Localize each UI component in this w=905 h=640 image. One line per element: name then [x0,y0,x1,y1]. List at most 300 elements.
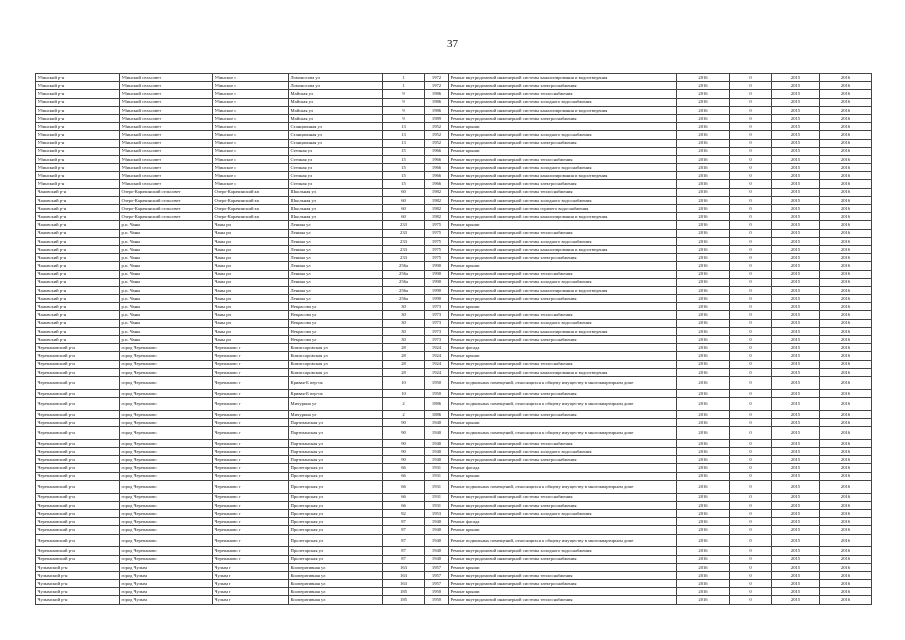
start-year-cell: 2015 [772,114,820,122]
table-row [36,596,872,604]
start-year-cell: 2015 [772,155,820,163]
table-row [36,456,872,464]
table-row [36,571,872,579]
end-year-cell: 2016 [820,410,872,418]
street-cell: Станционная ул [289,131,383,139]
start-year-cell: 2015 [772,336,820,344]
municipality-cell: город Черепаново [120,480,213,493]
house-number-cell: 87 [383,518,425,526]
end-year-cell: 2016 [820,448,872,456]
settlement-cell: Чаны рп [213,286,289,294]
district-cell: Черепановский р-н [36,510,120,518]
settlement-cell: Черепаново г [213,368,289,376]
street-cell: Партизанская ул [289,427,383,440]
district-cell: Убинский р-н [36,106,120,114]
build-year-cell: 1982 [425,205,449,213]
settlement-cell: Черепаново г [213,526,289,534]
street-cell: Кооперативная ул [289,588,383,596]
plan-year-cell: 2016 [677,188,730,196]
house-number-cell: 90 [383,418,425,426]
street-cell: Партизанская ул [289,439,383,447]
settlement-cell: Черепаново г [213,427,289,440]
build-year-cell: 1975 [425,221,449,229]
build-year-cell: 1990 [425,262,449,270]
end-year-cell: 2016 [820,555,872,563]
house-number-cell: 233 [383,229,425,237]
district-cell: Чановский р-н [36,188,120,196]
start-year-cell: 2015 [772,74,820,82]
build-year-cell: 1952 [425,139,449,147]
start-year-cell: 2015 [772,286,820,294]
district-cell: Убинский р-н [36,164,120,172]
street-cell: Кооперативная ул [289,580,383,588]
table-row [36,327,872,335]
value-cell: 0 [730,472,772,480]
value-cell: 0 [730,155,772,163]
build-year-cell: 1975 [425,237,449,245]
start-year-cell: 2015 [772,139,820,147]
municipality-cell: город Черепаново [120,360,213,368]
plan-year-cell: 2016 [677,106,730,114]
build-year-cell: 1966 [425,180,449,188]
value-cell: 0 [730,172,772,180]
work-type-cell: Ремонт внутридомовой инженерной системы холодного водоснабжения [449,196,677,204]
end-year-cell: 2016 [820,123,872,131]
work-type-cell: Ремонт внутридомовой инженерной системы канализирования и водоотведения [449,245,677,253]
district-cell: Черепановский р-н [36,397,120,410]
work-type-cell: Ремонт внутридомовой инженерной системы теплоснабжения [449,270,677,278]
house-number-cell: 60 [383,196,425,204]
value-cell: 0 [730,510,772,518]
street-cell: Пролетарская ул [289,493,383,501]
settlement-cell: Озеро-Карачинский кп [213,196,289,204]
build-year-cell: 1986 [425,98,449,106]
street-cell: Майская ул [289,98,383,106]
municipality-cell: Убинский сельсовет [120,123,213,131]
value-cell: 0 [730,410,772,418]
end-year-cell: 2016 [820,360,872,368]
municipality-cell: город Черепаново [120,526,213,534]
end-year-cell: 2016 [820,155,872,163]
work-type-cell: Ремонт внутридомовой инженерной системы холодного водоснабжения [449,547,677,555]
settlement-cell: Черепаново г [213,352,289,360]
start-year-cell: 2015 [772,526,820,534]
value-cell: 0 [730,213,772,221]
settlement-cell: Черепаново г [213,448,289,456]
district-cell: Чановский р-н [36,311,120,319]
house-number-cell: 256а [383,286,425,294]
settlement-cell: Убинское с [213,123,289,131]
build-year-cell: 1940 [425,448,449,456]
start-year-cell: 2015 [772,82,820,90]
end-year-cell: 2016 [820,596,872,604]
table-row [36,418,872,426]
build-year-cell: 1886 [425,397,449,410]
municipality-cell: р.п. Чаны [120,327,213,335]
end-year-cell: 2016 [820,196,872,204]
table-row [36,493,872,501]
plan-year-cell: 2016 [677,501,730,509]
municipality-cell: р.п. Чаны [120,221,213,229]
house-number-cell: 185 [383,596,425,604]
table-row [36,344,872,352]
table-row [36,82,872,90]
work-type-cell: Ремонт внутридомовой инженерной системы холодного водоснабжения [449,448,677,456]
street-cell: Комиссаровская ул [289,360,383,368]
street-cell: Школьная ул [289,213,383,221]
start-year-cell: 2015 [772,278,820,286]
street-cell: Школьная ул [289,205,383,213]
plan-year-cell: 2016 [677,229,730,237]
table-row [36,278,872,286]
district-cell: Чановский р-н [36,254,120,262]
house-number-cell: 90 [383,456,425,464]
value-cell: 0 [730,98,772,106]
build-year-cell: 1940 [425,418,449,426]
plan-year-cell: 2016 [677,389,730,397]
street-cell: Степная ул [289,180,383,188]
municipality-cell: город Черепаново [120,518,213,526]
work-type-cell: Ремонт внутридомовой инженерной системы электроснабжения [449,580,677,588]
street-cell: Станционная ул [289,139,383,147]
plan-year-cell: 2016 [677,563,730,571]
value-cell: 0 [730,327,772,335]
table-row [36,588,872,596]
settlement-cell: Чулым г [213,580,289,588]
start-year-cell: 2015 [772,172,820,180]
house-number-cell: 66 [383,472,425,480]
settlement-cell: Черепаново г [213,510,289,518]
municipality-cell: Озеро-Карачинский сельсовет [120,205,213,213]
start-year-cell: 2015 [772,90,820,98]
street-cell: Комиссаровская ул [289,344,383,352]
district-cell: Черепановский р-н [36,456,120,464]
end-year-cell: 2016 [820,501,872,509]
house-number-cell: 163 [383,571,425,579]
settlement-cell: Чулым г [213,588,289,596]
plan-year-cell: 2016 [677,352,730,360]
district-cell: Убинский р-н [36,98,120,106]
street-cell: Пролетарская ул [289,518,383,526]
plan-year-cell: 2016 [677,237,730,245]
district-cell: Убинский р-н [36,139,120,147]
street-cell: Степная ул [289,155,383,163]
table-row [36,319,872,327]
value-cell: 0 [730,389,772,397]
district-cell: Чановский р-н [36,221,120,229]
work-type-cell: Ремонт внутридомовой инженерной системы теплоснабжения [449,571,677,579]
plan-year-cell: 2016 [677,131,730,139]
plan-year-cell: 2016 [677,205,730,213]
settlement-cell: Чаны рп [213,336,289,344]
municipality-cell: город Черепаново [120,510,213,518]
municipality-cell: Убинский сельсовет [120,155,213,163]
table-row [36,376,872,389]
value-cell: 0 [730,360,772,368]
house-number-cell: 82 [383,510,425,518]
house-number-cell: 10 [383,389,425,397]
street-cell: Пролетарская ул [289,547,383,555]
table-row [36,534,872,547]
start-year-cell: 2015 [772,229,820,237]
district-cell: Черепановский р-н [36,448,120,456]
district-cell: Чановский р-н [36,336,120,344]
start-year-cell: 2015 [772,534,820,547]
district-cell: Чановский р-н [36,229,120,237]
start-year-cell: 2015 [772,547,820,555]
settlement-cell: Убинское с [213,98,289,106]
municipality-cell: город Чулым [120,596,213,604]
municipality-cell: город Чулым [120,580,213,588]
municipality-cell: Убинский сельсовет [120,131,213,139]
table-row [36,172,872,180]
settlement-cell: Чаны рп [213,229,289,237]
municipality-cell: р.п. Чаны [120,270,213,278]
work-type-cell: Ремонт внутридомовой инженерной системы теплоснабжения [449,155,677,163]
house-number-cell: 163 [383,580,425,588]
value-cell: 0 [730,311,772,319]
street-cell: Пролетарская ул [289,526,383,534]
table-row [36,547,872,555]
work-type-cell: Ремонт внутридомовой инженерной системы теплоснабжения [449,188,677,196]
settlement-cell: Убинское с [213,114,289,122]
plan-year-cell: 2016 [677,534,730,547]
municipality-cell: город Черепаново [120,501,213,509]
plan-year-cell: 2016 [677,448,730,456]
build-year-cell: 1952 [425,131,449,139]
end-year-cell: 2016 [820,180,872,188]
build-year-cell: 1973 [425,319,449,327]
work-type-cell: Ремонт внутридомовой инженерной системы холодного водоснабжения [449,278,677,286]
house-number-cell: 233 [383,245,425,253]
street-cell: Кооперативная ул [289,596,383,604]
table-row [36,311,872,319]
house-number-cell: 66 [383,501,425,509]
plan-year-cell: 2016 [677,368,730,376]
plan-year-cell: 2016 [677,155,730,163]
municipality-cell: город Черепаново [120,547,213,555]
end-year-cell: 2016 [820,518,872,526]
district-cell: Черепановский р-н [36,427,120,440]
settlement-cell: Убинское с [213,106,289,114]
build-year-cell: 1966 [425,172,449,180]
municipality-cell: р.п. Чаны [120,254,213,262]
municipality-cell: Убинский сельсовет [120,90,213,98]
district-cell: Черепановский р-н [36,410,120,418]
house-number-cell: 60 [383,188,425,196]
street-cell: Некрасова ул [289,303,383,311]
end-year-cell: 2016 [820,397,872,410]
work-type-cell: Ремонт внутридомовой инженерной системы электроснабжения [449,456,677,464]
plan-year-cell: 2016 [677,555,730,563]
start-year-cell: 2015 [772,376,820,389]
municipality-cell: р.п. Чаны [120,286,213,294]
table-row [36,501,872,509]
work-type-cell: Ремонт внутридомовой инженерной системы электроснабжения [449,82,677,90]
value-cell: 0 [730,427,772,440]
settlement-cell: Убинское с [213,164,289,172]
district-cell: Черепановский р-н [36,472,120,480]
start-year-cell: 2015 [772,493,820,501]
end-year-cell: 2016 [820,237,872,245]
plan-year-cell: 2016 [677,286,730,294]
house-number-cell: 256а [383,262,425,270]
district-cell: Черепановский р-н [36,501,120,509]
work-type-cell: Ремонт крыши [449,352,677,360]
plan-year-cell: 2016 [677,180,730,188]
municipality-cell: город Чулым [120,571,213,579]
municipality-cell: город Черепаново [120,427,213,440]
start-year-cell: 2015 [772,427,820,440]
start-year-cell: 2015 [772,221,820,229]
settlement-cell: Черепаново г [213,376,289,389]
street-cell: Некрасова ул [289,336,383,344]
table-row [36,205,872,213]
end-year-cell: 2016 [820,74,872,82]
table-row [36,464,872,472]
start-year-cell: 2015 [772,262,820,270]
value-cell: 0 [730,501,772,509]
value-cell: 0 [730,526,772,534]
plan-year-cell: 2016 [677,410,730,418]
table-row [36,90,872,98]
district-cell: Чановский р-н [36,303,120,311]
table-row [36,262,872,270]
house-number-cell: 13 [383,131,425,139]
plan-year-cell: 2016 [677,98,730,106]
house-number-cell: 87 [383,534,425,547]
settlement-cell: Чаны рп [213,319,289,327]
end-year-cell: 2016 [820,114,872,122]
settlement-cell: Чулым г [213,571,289,579]
value-cell: 0 [730,336,772,344]
street-cell: Майская ул [289,90,383,98]
street-cell: Комиссаровская ул [289,368,383,376]
district-cell: Чулымский р-н [36,580,120,588]
settlement-cell: Чаны рп [213,311,289,319]
work-type-cell: Ремонт внутридомовой инженерной системы электроснабжения [449,501,677,509]
work-type-cell: Ремонт фасада [449,464,677,472]
work-type-cell: Ремонт подвальных помещений, относящихся к общему имуществу в многоквартирном доме [449,534,677,547]
work-type-cell: Ремонт внутридомовой инженерной системы электроснабжения [449,555,677,563]
table-row [36,448,872,456]
end-year-cell: 2016 [820,563,872,571]
settlement-cell: Черепаново г [213,493,289,501]
build-year-cell: 1975 [425,245,449,253]
house-number-cell: 15 [383,180,425,188]
build-year-cell: 1966 [425,155,449,163]
house-number-cell: 256а [383,278,425,286]
build-year-cell: 1989 [425,114,449,122]
table-row [36,336,872,344]
municipality-cell: Убинский сельсовет [120,114,213,122]
street-cell: Кривая-Б пер-ок [289,389,383,397]
street-cell: Степная ул [289,147,383,155]
table-row [36,139,872,147]
street-cell: Партизанская ул [289,418,383,426]
start-year-cell: 2015 [772,501,820,509]
work-type-cell: Ремонт внутридомовой инженерной системы канализирования и водоотведения [449,74,677,82]
table-row [36,74,872,82]
work-type-cell: Ремонт подвальных помещений, относящихся к общему имуществу в многоквартирном доме [449,427,677,440]
house-number-cell: 9 [383,106,425,114]
district-cell: Убинский р-н [36,172,120,180]
value-cell: 0 [730,188,772,196]
street-cell: Некрасова ул [289,311,383,319]
settlement-cell: Убинское с [213,155,289,163]
district-cell: Черепановский р-н [36,534,120,547]
table-row [36,427,872,440]
build-year-cell: 1973 [425,327,449,335]
table-row [36,123,872,131]
table-row [36,397,872,410]
street-cell: Комиссаровская ул [289,352,383,360]
table-row [36,510,872,518]
end-year-cell: 2016 [820,254,872,262]
municipality-cell: Озеро-Карачинский сельсовет [120,188,213,196]
municipality-cell: р.п. Чаны [120,311,213,319]
settlement-cell: Черепаново г [213,397,289,410]
value-cell: 0 [730,588,772,596]
build-year-cell: 1982 [425,188,449,196]
house-number-cell: 10 [383,376,425,389]
start-year-cell: 2015 [772,245,820,253]
build-year-cell: 1990 [425,295,449,303]
end-year-cell: 2016 [820,327,872,335]
work-type-cell: Ремонт внутридомовой инженерной системы канализирования и водоотведения [449,327,677,335]
plan-year-cell: 2016 [677,254,730,262]
value-cell: 0 [730,547,772,555]
district-cell: Убинский р-н [36,74,120,82]
district-cell: Черепановский р-н [36,526,120,534]
table-row [36,439,872,447]
district-cell: Черепановский р-н [36,368,120,376]
table-row [36,389,872,397]
district-cell: Черепановский р-н [36,493,120,501]
value-cell: 0 [730,448,772,456]
house-number-cell: 28 [383,344,425,352]
settlement-cell: Чаны рп [213,237,289,245]
table-row [36,286,872,294]
settlement-cell: Черепаново г [213,360,289,368]
value-cell: 0 [730,180,772,188]
end-year-cell: 2016 [820,131,872,139]
value-cell: 0 [730,456,772,464]
street-cell: Пролетарская ул [289,501,383,509]
end-year-cell: 2016 [820,270,872,278]
build-year-cell: 1952 [425,123,449,131]
build-year-cell: 1975 [425,229,449,237]
build-year-cell: 1924 [425,368,449,376]
start-year-cell: 2015 [772,518,820,526]
municipality-cell: город Черепаново [120,368,213,376]
start-year-cell: 2015 [772,596,820,604]
street-cell: Ломоносова ул [289,82,383,90]
district-cell: Убинский р-н [36,147,120,155]
district-cell: Чановский р-н [36,286,120,294]
work-type-cell: Ремонт внутридомовой инженерной системы теплоснабжения [449,493,677,501]
value-cell: 0 [730,131,772,139]
house-number-cell: 256а [383,270,425,278]
end-year-cell: 2016 [820,526,872,534]
end-year-cell: 2016 [820,286,872,294]
plan-year-cell: 2016 [677,327,730,335]
street-cell: Ленина ул [289,237,383,245]
house-number-cell: 66 [383,480,425,493]
start-year-cell: 2015 [772,368,820,376]
work-type-cell: Ремонт крыши [449,472,677,480]
district-cell: Чановский р-н [36,205,120,213]
